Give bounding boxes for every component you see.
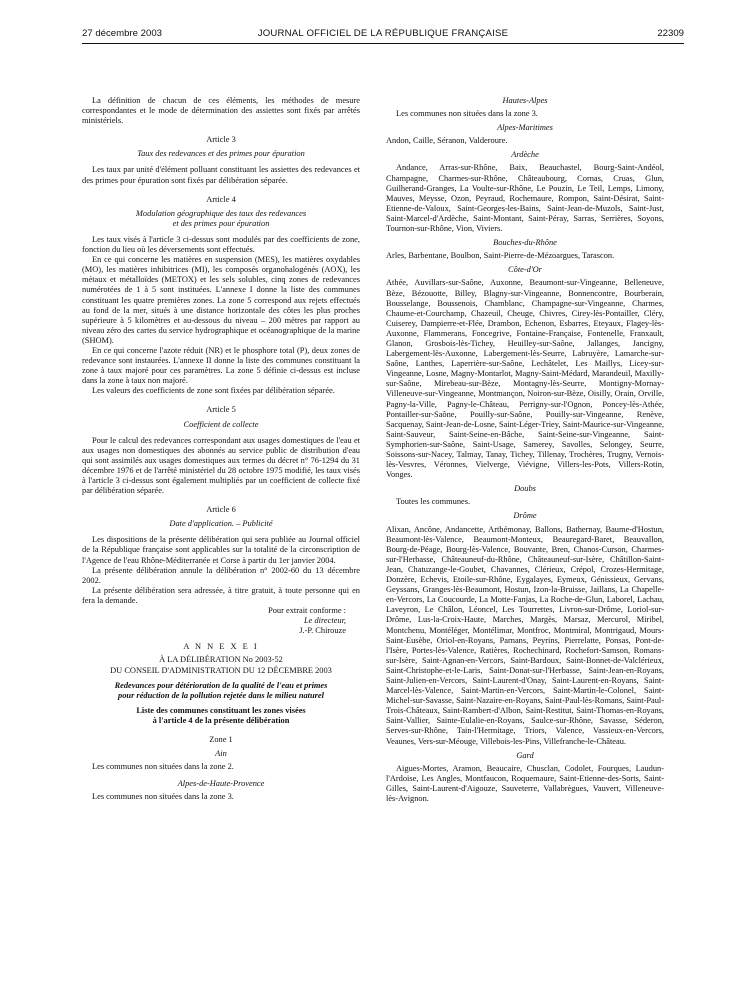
annexe-title: A N N E X E I xyxy=(183,642,259,652)
article-4-paragraph-4: Les valeurs des coefficients de zone sont fixées par délibération séparée. xyxy=(92,386,335,396)
dept-ain-heading: Ain xyxy=(215,749,227,759)
article-3-title: Taux des redevances et des primes pour épuration xyxy=(137,149,305,159)
article-4-paragraph-1: Les taux visés à l'article 3 ci-dessus sont modulés par des coefficients de zone, fonction du lieu où les déversements sont effectués. xyxy=(82,234,360,255)
dept-ahp-text: Les communes non situées dans la zone 3. xyxy=(92,792,234,802)
article-4-label: Article 4 xyxy=(206,194,236,204)
dept-ardeche-text: Andance, Arras-sur-Rhône, Baix, Beauchastel, Bourg-Saint-Andéol, Champagne, Charmes-sur-Rhône, Châteaubourg, Cornas, Cruas, Glun, Guilherand-Granges, La Voulte-sur-Rhône, Le Pouzin, Le Teil, Lemps, Limony, Mauves, Meysse, Ozon, Peyraud, Rochemaure, Rompon, Saint-Désirat, Saint-Etienne-de-Valoux, Saint-Georges-les-Bains, Saint-Jean-de-Muzols, Saint-Just, Saint-Marcel-d'Ardèche, Saint-Montant, Saint-Péray, Sarras, Serrières, Soyons, Tournon-sur-Rhône, Vion, Viviers. xyxy=(386,163,664,234)
header-title: JOURNAL OFFICIEL DE LA RÉPUBLIQUE FRANÇAISE xyxy=(257,28,509,39)
intro-paragraph: La définition de chacun de ces éléments, les méthodes de mesure correspondantes et le mode de détermination des assiettes sont fixés par arrêtés ministériels. xyxy=(82,96,360,126)
annexe-heading-1: Redevances pour détérioration de la qualité de l'eau et primes xyxy=(114,680,328,690)
dept-ain-text: Les communes non situées dans la zone 2. xyxy=(92,762,234,772)
article-4-title-line1: Modulation géographique des taux des redevances xyxy=(135,208,307,218)
annexe-subheading-1: Liste des communes constituant les zones visées xyxy=(136,705,306,715)
header-page-number: 22309 xyxy=(657,28,684,39)
article-6-paragraph-3: La présente délibération sera adressée, à titre gratuit, à toute personne qui en fera la demande. xyxy=(82,585,360,605)
annexe-heading-2: pour réduction de la pollution rejetée dans le milieu naturel xyxy=(118,690,324,700)
zone-label: Zone 1 xyxy=(209,734,233,744)
dept-drome-text: Alixan, Ancône, Andancette, Arthémonay, Ballons, Bathernay, Baume-d'Hostun, Beaumont-lès-Valence, Beaumont-Monteux, Beauregard-Baret, Beauvallon, Bourg-de-Péage, Bourg-lès-Valence, Bouvante, Bren, Chanos-Curson, Charmes-sur-l'Herbasse, Châteauneuf-du-Rhône, Châteauneuf-sur-Isère, Châtillon-Saint-Jean, Chatuzange-le-Goubet, Chavannes, Clérieux, Crépol, Crozes-Hermitage, Donzère, Echevis, Etoile-sur-Rhône, Eygalayes, Eymeux, Génissieux, Gervans, Geyssans, Granges-lès-Beaumont, Hostun, Izon-la-Bruisse, Jaillans, La Chapelle-en-Vercors, La Coucourde, La Motte-Fanjas, La Roche-de-Glun, Laborel, Lachau, Laveyron, Le Châlon, Léoncel, Les Tourrettes, Livron-sur-Drôme, Loriol-sur-Drôme, Lus-la-Croix-Haute, Marches, Margès, Marsaz, Mercurol, Miribel, Montchenu, Montéléger, Montélimar, Montfroc, Montmiral, Montrigaud, Mours-Saint-Eusèbe, Oriol-en-Royans, Parnans, Peyrins, Pierrelatte, Ponsas, Pont-de-l'Isère, Portes-lès-Valence, Ratières, Rochechinard, Rochefort-Samson, Romans-sur-Isère, Saint-Agnan-en-Vercors, Saint-Bardoux, Saint-Bonnet-de-Valclérieux, Saint-Christophe-et-le-Laris, Saint-Donat-sur-l'Herbasse, Saint-Jean-en-Royans, Saint-Julien-en-Vercors, Saint-Laurent-d'Onay, Saint-Laurent-en-Royans, Saint-Marcel-lès-Valence, Saint-Martin-en-Vercors, Saint-Martin-le-Colonel, Saint-Michel-sur-Savasse, Saint-Nazaire-en-Royans, Saint-Paul-lès-Romans, Saint-Paul-Trois-Châteaux, Saint-Rambert-d'Albon, Saint-Restitut, Saint-Thomas-en-Royans, Saint-Vallier, Sainte-Eulalie-en-Royans, Saulce-sur-Rhône, Savasse, Séderon, Serves-sur-Rhône, Tain-l'Hermitage, Triors, Valence, Vassieux-en-Vercors, Veaunes, Vers-sur-Méouge, Villebois-les-Pins, Villefranche-le-Château. xyxy=(386,524,665,746)
article-6-paragraph-2: La présente délibération annule la délibération n° 2002-60 du 13 décembre 2002. xyxy=(82,565,360,585)
header-rule xyxy=(82,43,684,44)
article-4-paragraph-3: En ce qui concerne l'azote réduit (NR) et le phosphore total (P), deux zones de redevance sont instaurées. L'annexe II donne la liste des communes constituant la zone à taux majoré pour ces paramètres. La zone 5 définie ci-dessus est incluse dans la zone à taux non majoré. xyxy=(82,345,360,386)
article-5-paragraph: Pour le calcul des redevances correspondant aux usages domestiques de l'eau et aux usages non domestiques des abonnés au service public de distribution d'eau qui sont assimilés aux usages domestiques aux termes du décret n° 76-1294 du 31 décembre 1976 et de l'arrêté ministériel du 28 octobre 1975 modifié, les taux visés à l'article 3 ci-dessus sont également multipliés par un coefficient de collecte fixé par délibération séparée. xyxy=(82,435,360,496)
article-6-title: Date d'application. – Publicité xyxy=(169,519,273,529)
dept-gard-text: Aigues-Mortes, Aramon, Beaucaire, Chusclan, Codolet, Fourques, Laudun-l'Ardoise, Les Angles, Montfaucon, Roquemaure, Saint-Etienne-des-Sorts, Saint-Gilles, Saint-Laurent-d'Aigouze, Sauveterre, Vallabrègues, Vauvert, Villeneuve-lès-Avignon. xyxy=(386,763,664,803)
dept-alpes-maritimes-text: Andon, Caille, Séranon, Valderoure. xyxy=(386,136,508,146)
signature-line-2: Le directeur, xyxy=(303,616,346,626)
article-6-label: Article 6 xyxy=(206,505,236,515)
dept-alpes-maritimes-heading: Alpes-Maritimes xyxy=(497,123,553,133)
article-4-title xyxy=(82,209,360,229)
article-4-title-line2: et des primes pour épuration xyxy=(172,218,270,228)
dept-cote-d-or-text: Athée, Auvillars-sur-Saône, Auxonne, Beaumont-sur-Vingeanne, Belleneuve, Bèze, Bézouotte, Billey, Blagny-sur-Vingeanne, Bonnencontre, Bourberain, Bousselange, Boussenois, Chamblanc, Champagne-sur-Vingeanne, Charmes, Chaume-et-Courchamp, Chazeuil, Cheuge, Chivres, Cirey-lès-Pontailler, Cléry, Cuiserey, Dampierre-et-Flée, Drambon, Echenon, Esbarres, Eteyaux, Flagey-lès-Auxonne, Flammerans, Foncegrive, Fontaine-Française, Fontenelle, Franxault, Glanon, Grosbois-lès-Tichey, Heuilley-sur-Saône, Jallanges, Jancigny, Labergement-lès-Auxonne, Labergement-lès-Seurre, Labruyère, Lamarche-sur-Saône, Lanthes, Laperrière-sur-Saône, Lechâtelet, Les Maillys, Licey-sur-Vingeanne, Losne, Magny-Montarlot, Magny-Saint-Médard, Marandeuil, Maxilly-sur-Saône, Mirebeau-sur-Bèze, Montagny-lès-Seurre, Montigny-Mornay-Villeneuve-sur-Vingeanne, Montmançon, Noiron-sur-Bèze, Oisilly, Orain, Orville, Pagny-la-Ville, Pagny-le-Château, Perrigny-sur-l'Ognon, Poncey-lès-Athée, Pontailler-sur-Saône, Pouilly-sur-Saône, Pouilly-sur-Vingeanne, Renève, Sacquenay, Saint-Jean-de-Losne, Saint-Léger-Triey, Saint-Maurice-sur-Vingeanne, Saint-Sauveur, Saint-Seine-en-Bâche, Saint-Seine-sur-Vingeanne, Saint-Symphorien-sur-Saône, Saint-Usage, Samerey, Savolles, Selongey, Seurre, Soissons-sur-Nacey, Talmay, Tanay, Tichey, Tillenay, Trochères, Trugny, Vernois-lès-Vesvres, Véronnes, Vielverge, Viévigne, Villers-les-Pots, Villers-Rotin, Vonges. xyxy=(386,278,664,480)
dept-cote-d-or-heading: Côte-d'Or xyxy=(508,265,542,275)
left-column xyxy=(82,96,360,802)
annexe-line-1: À LA DÉLIBÉRATION No 2003-52 xyxy=(159,655,283,665)
dept-hautes-alpes-text: Les communes non situées dans la zone 3. xyxy=(396,109,538,119)
article-3-label: Article 3 xyxy=(206,135,236,145)
article-5-title: Coefficient de collecte xyxy=(183,419,259,429)
article-6-paragraph-1: Les dispositions de la présente délibération qui sera publiée au Journal officiel de la République française sont applicables sur la totalité de la circonscription de l'Agence de l'eau Rhône-Méditerranée et Corse à partir du 1er janvier 2004. xyxy=(82,535,360,565)
page-header xyxy=(82,28,684,42)
dept-ahp-heading: Alpes-de-Haute-Provence xyxy=(177,779,265,789)
dept-doubs-text: Toutes les communes. xyxy=(396,497,471,507)
dept-doubs-heading: Doubs xyxy=(514,484,536,494)
right-column xyxy=(386,96,664,804)
signature-line-1: Pour extrait conforme : xyxy=(268,606,346,616)
article-4-paragraph-2: En ce qui concerne les matières en suspension (MES), les matières oxydables (MO), les matières inhibitrices (MI), les composés organohalogénés (AOX), les métaux et métalloïdes (METOX) et les sels solubles, cinq zones de redevances numérotées de 1 à 5 sont instituées. L'annexe I donne la liste des communes constituant les quatre premières zones. La zone 5 correspond aux rejets effectués au fond de la mer, situés à une distance horizontale des côtes les plus proches supérieure à 5 kilomètres et au-dessous du niveau – 200 mètres par rapport au niveau zéro des cartes du service hydrographique et océanographique de la marine (SHOM). xyxy=(82,255,360,345)
article-5-label: Article 5 xyxy=(206,405,236,415)
annexe-subheading-2: à l'article 4 de la présente délibération xyxy=(152,715,290,725)
dept-drome-heading: Drôme xyxy=(513,511,537,521)
dept-ardeche-heading: Ardèche xyxy=(511,150,539,160)
annexe-line-2: DU CONSEIL D'ADMINISTRATION DU 12 DÉCEMBRE 2003 xyxy=(110,665,332,675)
dept-gard-heading: Gard xyxy=(516,750,534,760)
dept-bouches-du-rhone-heading: Bouches-du-Rhône xyxy=(493,238,557,248)
signature-name: J.-P. Chirouze xyxy=(299,626,346,636)
dept-bouches-du-rhone-text: Arles, Barbentane, Boulbon, Saint-Pierre-de-Mézoargues, Tarascon. xyxy=(386,251,615,261)
article-3-paragraph: Les taux par unité d'élément polluant constituant les assiettes des redevances et des primes pour épuration sont fixés par délibération séparée. xyxy=(82,165,360,185)
header-date: 27 décembre 2003 xyxy=(82,28,163,39)
dept-hautes-alpes-heading: Hautes-Alpes xyxy=(502,96,548,105)
